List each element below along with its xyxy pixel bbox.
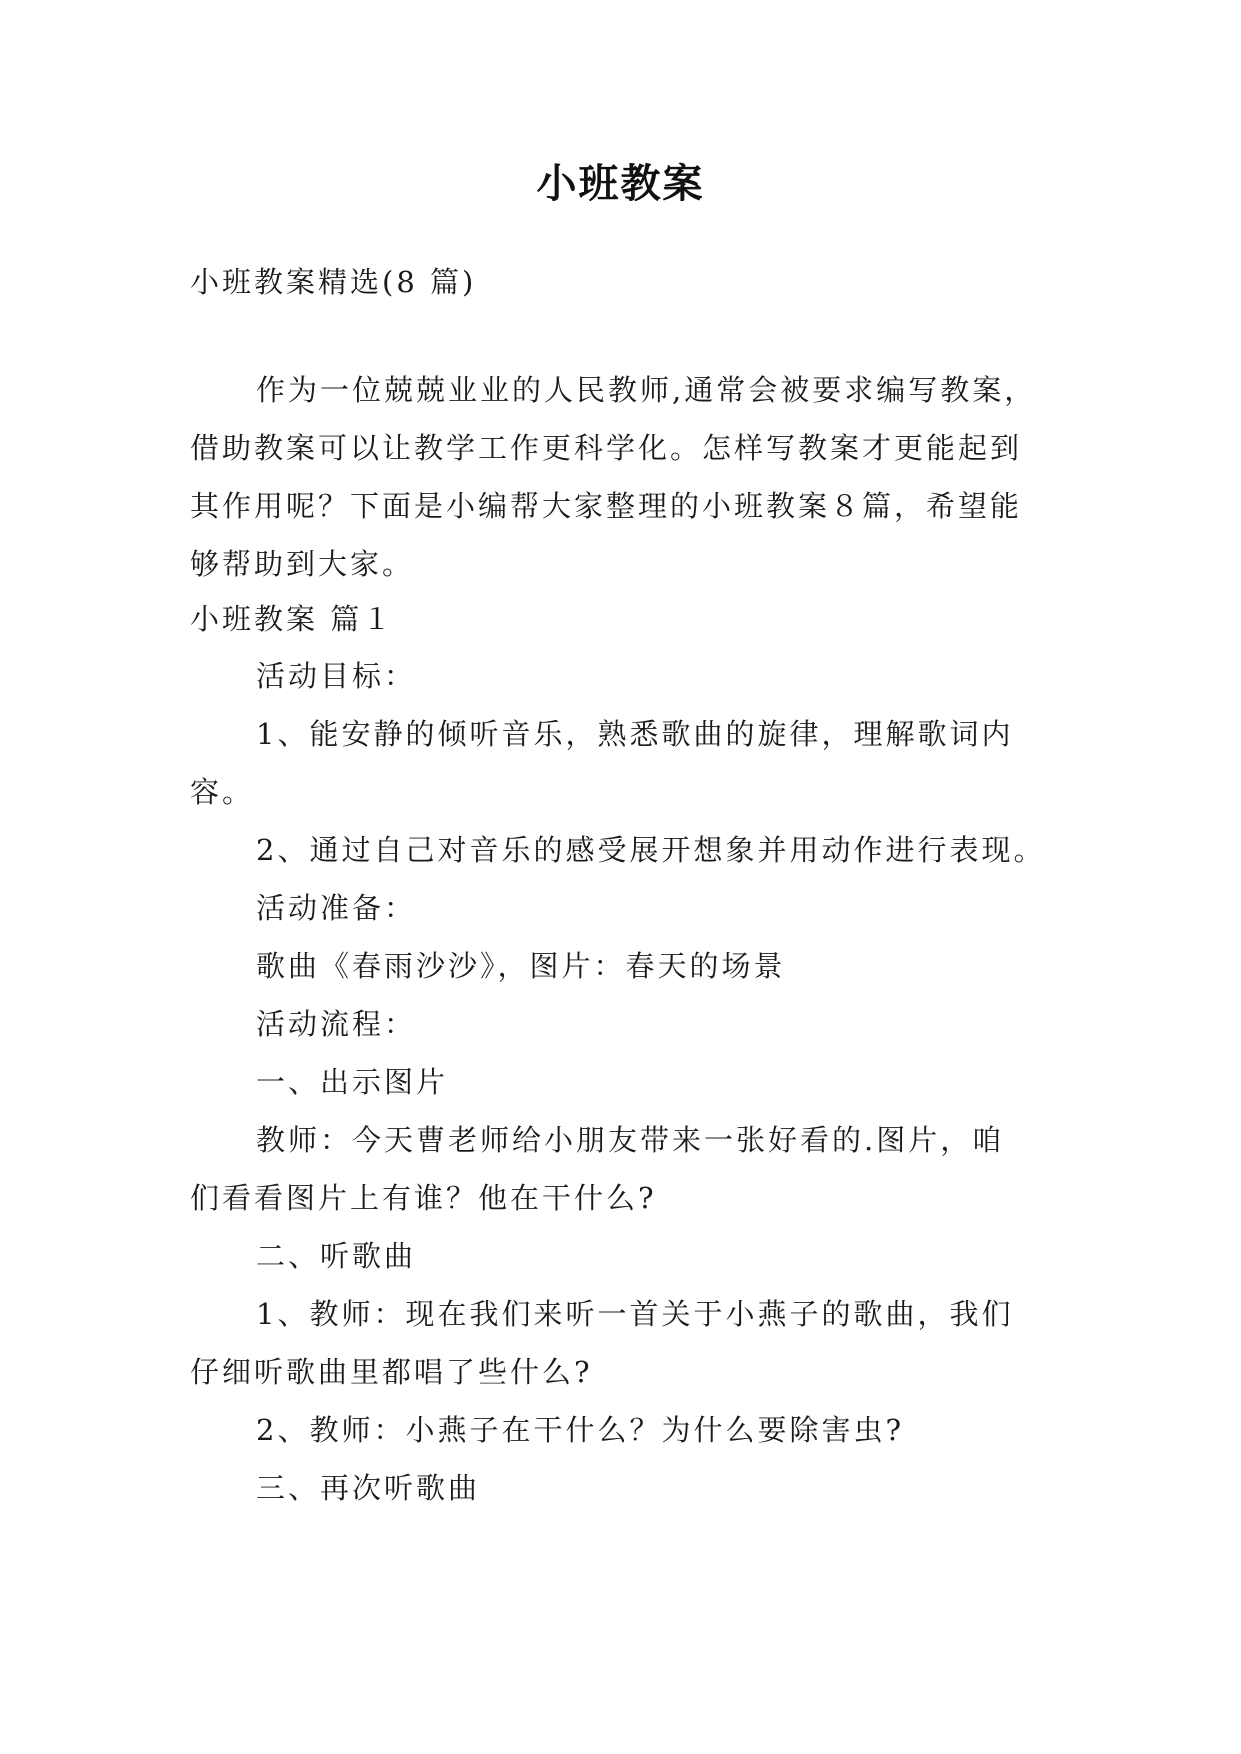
paragraph-line: 活动流程： bbox=[256, 1007, 417, 1041]
paragraph-line: 教师：今天曹老师给小朋友带来一张好看的.图片，咱 bbox=[256, 1123, 1005, 1157]
document-subtitle: 小班教案精选(8 篇) bbox=[190, 265, 477, 299]
paragraph-line: 其作用呢？下面是小编帮大家整理的小班教案８篇，希望能 bbox=[190, 489, 1023, 523]
paragraph-line: 活动准备： bbox=[256, 891, 417, 925]
paragraph-line: 二、听歌曲 bbox=[256, 1239, 417, 1273]
paragraph-line: 三、再次听歌曲 bbox=[256, 1471, 481, 1505]
paragraph-line: 2、教师：小燕子在干什么？为什么要除害虫? bbox=[256, 1413, 904, 1447]
paragraph-line: 借助教案可以让教学工作更科学化。怎样写教案才更能起到 bbox=[190, 431, 1023, 465]
paragraph-line: 1、教师：现在我们来听一首关于小燕子的歌曲，我们 bbox=[256, 1297, 1014, 1331]
paragraph-line: 1、能安静的倾听音乐，熟悉歌曲的旋律，理解歌词内 bbox=[256, 717, 1014, 751]
paragraph-line: 活动目标： bbox=[256, 659, 417, 693]
document-title: 小班教案 bbox=[536, 161, 705, 207]
paragraph-line: 作为一位兢兢业业的人民教师,通常会被要求编写教案， bbox=[256, 373, 1037, 407]
paragraph-line: 仔细听歌曲里都唱了些什么? bbox=[190, 1355, 593, 1389]
section-heading: 小班教案 篇１ bbox=[190, 602, 395, 636]
paragraph-line: 够帮助到大家。 bbox=[190, 547, 415, 581]
paragraph-line: 歌曲《春雨沙沙》，图片：春天的场景 bbox=[256, 949, 786, 983]
paragraph-line: 容。 bbox=[190, 775, 255, 809]
paragraph-line: 2、通过自己对音乐的感受展开想象并用动作进行表现。 bbox=[256, 833, 1046, 867]
paragraph-line: 一、出示图片 bbox=[256, 1065, 449, 1099]
paragraph-line: 们看看图片上有谁？他在干什么? bbox=[190, 1181, 657, 1215]
